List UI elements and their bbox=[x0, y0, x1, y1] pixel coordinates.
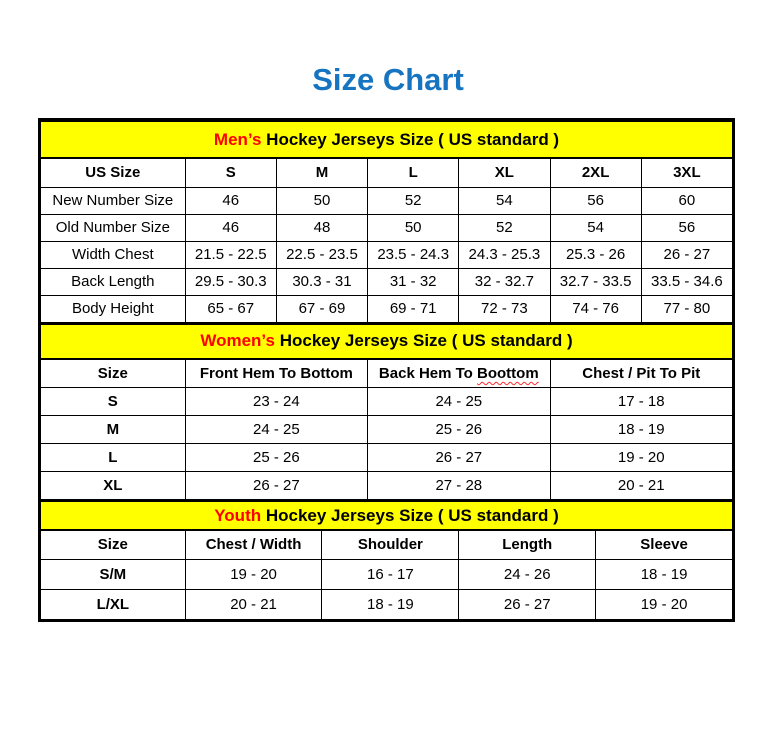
size-value-cell: 33.5 - 34.6 bbox=[641, 268, 732, 295]
size-value-cell: 25 - 26 bbox=[185, 444, 367, 472]
size-value-cell: 67 - 69 bbox=[276, 295, 367, 322]
column-header-text: Sleeve bbox=[640, 536, 688, 554]
size-value-cell: 26 - 27 bbox=[368, 444, 550, 472]
size-value-cell: 19 - 20 bbox=[185, 559, 322, 589]
size-value-cell: 56 bbox=[550, 187, 641, 214]
column-header-text: L bbox=[408, 164, 418, 182]
column-header bbox=[459, 530, 596, 559]
size-value-cell: 24.3 - 25.3 bbox=[459, 241, 550, 268]
size-value-cell: 48 bbox=[276, 214, 367, 241]
column-header-text: Length bbox=[502, 536, 553, 554]
table-row bbox=[41, 559, 733, 589]
column-header-row bbox=[41, 359, 733, 388]
row-label: M bbox=[41, 416, 186, 444]
column-header bbox=[368, 359, 550, 388]
size-value-cell: 27 - 28 bbox=[368, 472, 550, 500]
column-header bbox=[276, 158, 367, 187]
size-value-cell: 18 - 19 bbox=[596, 559, 733, 589]
section-category-label: Youth bbox=[214, 505, 262, 525]
size-value-cell: 46 bbox=[185, 187, 276, 214]
size-value-cell: 54 bbox=[550, 214, 641, 241]
size-value-cell: 50 bbox=[368, 214, 459, 241]
column-header bbox=[322, 530, 459, 559]
row-label: Body Height bbox=[41, 295, 186, 322]
size-value-cell: 30.3 - 31 bbox=[276, 268, 367, 295]
section-banner-row bbox=[41, 121, 733, 158]
column-header-text: Back Hem To bbox=[378, 364, 478, 382]
column-header bbox=[596, 530, 733, 559]
column-header bbox=[185, 359, 367, 388]
size-value-cell: 25 - 26 bbox=[368, 416, 550, 444]
row-label: S/M bbox=[41, 559, 186, 589]
column-header-row bbox=[41, 530, 733, 559]
table-row bbox=[41, 241, 733, 268]
column-header-text: Shoulder bbox=[357, 536, 423, 554]
size-value-cell: 26 - 27 bbox=[459, 589, 596, 619]
table-row bbox=[41, 187, 733, 214]
size-value-cell: 25.3 - 26 bbox=[550, 241, 641, 268]
column-header bbox=[41, 359, 186, 388]
row-label: XL bbox=[41, 472, 186, 500]
size-value-cell: 29.5 - 30.3 bbox=[185, 268, 276, 295]
misspelled-word: Boottom bbox=[477, 364, 539, 382]
column-header bbox=[550, 359, 732, 388]
size-value-cell: 18 - 19 bbox=[322, 589, 459, 619]
column-header-text: M bbox=[315, 164, 329, 182]
column-header-text: 2XL bbox=[581, 164, 610, 182]
row-label: Back Length bbox=[41, 268, 186, 295]
size-value-cell: 69 - 71 bbox=[368, 295, 459, 322]
column-header-text: 3XL bbox=[673, 164, 701, 182]
column-header-text: Chest / Pit To Pit bbox=[582, 364, 701, 382]
size-value-cell: 16 - 17 bbox=[322, 559, 459, 589]
section-category-label: Men’s bbox=[213, 129, 262, 149]
size-chart bbox=[38, 118, 735, 622]
size-value-cell: 26 - 27 bbox=[185, 472, 367, 500]
mens-size-table bbox=[40, 120, 733, 323]
section-category-label: Women’s bbox=[200, 331, 275, 350]
size-value-cell: 56 bbox=[641, 214, 732, 241]
size-value-cell: 19 - 20 bbox=[550, 444, 732, 472]
size-value-cell: 22.5 - 23.5 bbox=[276, 241, 367, 268]
size-value-cell: 46 bbox=[185, 214, 276, 241]
page-title: Size Chart bbox=[312, 62, 464, 97]
column-header bbox=[185, 530, 322, 559]
size-value-cell: 23.5 - 24.3 bbox=[368, 241, 459, 268]
size-chart-page bbox=[0, 62, 776, 622]
size-value-cell: 20 - 21 bbox=[550, 472, 732, 500]
size-value-cell: 18 - 19 bbox=[550, 416, 732, 444]
column-header bbox=[41, 530, 186, 559]
size-value-cell: 17 - 18 bbox=[550, 388, 732, 416]
table-row bbox=[41, 444, 733, 472]
size-value-cell: 72 - 73 bbox=[459, 295, 550, 322]
row-label: L/XL bbox=[41, 589, 186, 619]
size-value-cell: 24 - 26 bbox=[459, 559, 596, 589]
size-value-cell: 77 - 80 bbox=[641, 295, 732, 322]
size-value-cell: 23 - 24 bbox=[185, 388, 367, 416]
size-value-cell: 50 bbox=[276, 187, 367, 214]
size-value-cell: 52 bbox=[368, 187, 459, 214]
section-banner-row bbox=[41, 501, 733, 530]
column-header bbox=[550, 158, 641, 187]
size-value-cell: 21.5 - 22.5 bbox=[185, 241, 276, 268]
table-row bbox=[41, 268, 733, 295]
column-header-text: Size bbox=[97, 364, 128, 382]
size-value-cell: 24 - 25 bbox=[185, 416, 367, 444]
size-value-cell: 32.7 - 33.5 bbox=[550, 268, 641, 295]
table-row bbox=[41, 295, 733, 322]
size-value-cell: 24 - 25 bbox=[368, 388, 550, 416]
column-header-text: US Size bbox=[85, 164, 141, 182]
section-banner-text: Hockey Jerseys Size ( US standard ) bbox=[274, 331, 573, 350]
column-header bbox=[641, 158, 732, 187]
size-value-cell: 19 - 20 bbox=[596, 589, 733, 619]
column-header-text: Chest / Width bbox=[205, 536, 302, 554]
size-value-cell: 54 bbox=[459, 187, 550, 214]
column-header bbox=[459, 158, 550, 187]
section-banner-row bbox=[41, 324, 733, 359]
section-banner-text: Hockey Jerseys Size ( US standard ) bbox=[261, 129, 560, 149]
table-row bbox=[41, 388, 733, 416]
column-header-text: S bbox=[225, 164, 236, 182]
row-label: Width Chest bbox=[41, 241, 186, 268]
size-value-cell: 60 bbox=[641, 187, 732, 214]
row-label: New Number Size bbox=[41, 187, 186, 214]
womens-section-banner bbox=[41, 324, 733, 359]
mens-section-banner bbox=[41, 121, 733, 158]
column-header bbox=[41, 158, 186, 187]
youth-size-table bbox=[40, 500, 733, 620]
column-header-text: Front Hem To Bottom bbox=[199, 364, 353, 382]
column-header bbox=[368, 158, 459, 187]
table-row bbox=[41, 589, 733, 619]
column-header-row bbox=[41, 158, 733, 187]
youth-section-banner bbox=[41, 501, 733, 530]
column-header-text: Size bbox=[97, 536, 128, 554]
column-header bbox=[185, 158, 276, 187]
table-row bbox=[41, 416, 733, 444]
row-label: S bbox=[41, 388, 186, 416]
row-label: L bbox=[41, 444, 186, 472]
womens-size-table bbox=[40, 323, 733, 501]
size-value-cell: 32 - 32.7 bbox=[459, 268, 550, 295]
size-value-cell: 74 - 76 bbox=[550, 295, 641, 322]
table-row bbox=[41, 214, 733, 241]
size-value-cell: 20 - 21 bbox=[185, 589, 322, 619]
section-banner-text: Hockey Jerseys Size ( US standard ) bbox=[261, 505, 559, 525]
size-value-cell: 31 - 32 bbox=[368, 268, 459, 295]
size-value-cell: 26 - 27 bbox=[641, 241, 732, 268]
column-header-text: XL bbox=[494, 164, 514, 182]
size-value-cell: 65 - 67 bbox=[185, 295, 276, 322]
row-label: Old Number Size bbox=[41, 214, 186, 241]
size-value-cell: 52 bbox=[459, 214, 550, 241]
table-row bbox=[41, 472, 733, 500]
